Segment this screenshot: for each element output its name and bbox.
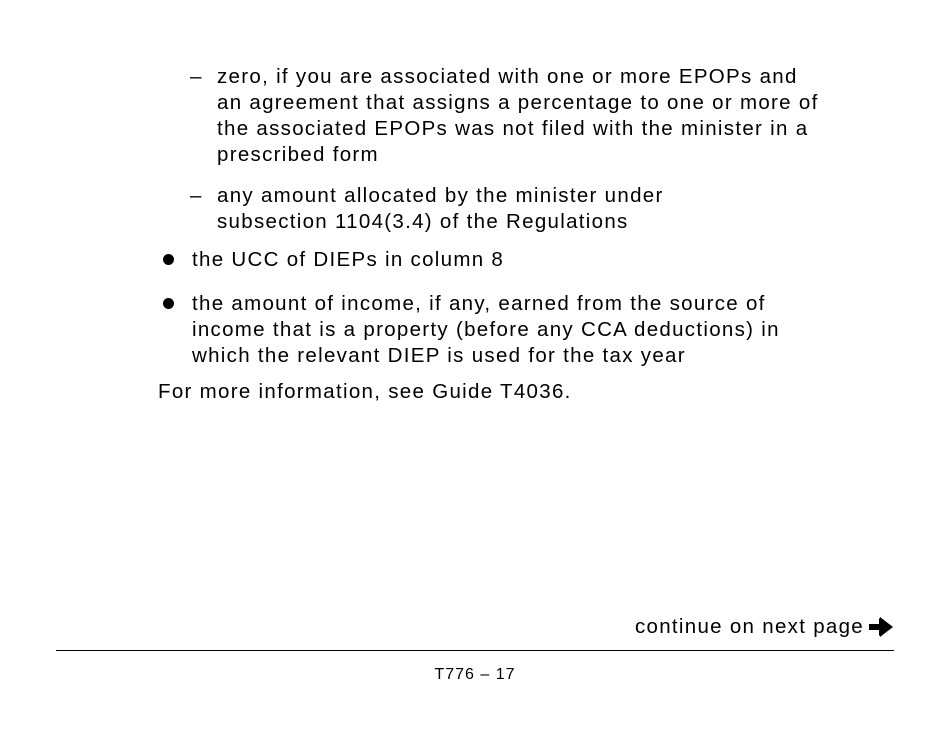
dash-mark: – — [190, 184, 203, 207]
bullet-icon — [163, 254, 174, 265]
bullet-item-text — [192, 291, 890, 369]
dash-line: prescribed form — [217, 143, 379, 166]
bullet-item-income — [160, 291, 890, 369]
bullet-line: the amount of income, if any, earned from the source of — [192, 292, 766, 315]
more-info-paragraph: For more information, see Guide T4036. — [158, 380, 572, 403]
dash-item-text — [217, 64, 910, 168]
footer-divider — [56, 650, 894, 651]
dash-line: subsection 1104(3.4) of the Regulations — [217, 210, 629, 233]
bullet-line: the UCC of DIEPs in column 8 — [192, 248, 505, 271]
bullet-line: which the relevant DIEP is used for the tax year — [192, 344, 686, 367]
dash-item-allocated — [190, 183, 910, 235]
bullet-line: income that is a property (before any CCA deductions) in — [192, 318, 780, 341]
dash-line: any amount allocated by the minister under — [217, 184, 664, 207]
bullet-item-text — [192, 247, 890, 273]
dash-mark: – — [190, 65, 203, 88]
page-number: T776 – 17 — [434, 666, 516, 683]
dash-line: zero, if you are associated with one or more EPOPs and — [217, 65, 798, 88]
bullet-icon — [163, 298, 174, 309]
continue-on-next-page — [635, 614, 894, 640]
dash-line: an agreement that assigns a percentage to one or more of — [217, 91, 819, 114]
right-arrow-icon — [868, 616, 894, 638]
dash-item-zero — [190, 64, 910, 168]
bullet-item-ucc — [160, 247, 890, 273]
dash-line: the associated EPOPs was not filed with the minister in a — [217, 117, 809, 140]
dash-item-text — [217, 183, 910, 235]
continue-label: continue on next page — [634, 615, 864, 638]
